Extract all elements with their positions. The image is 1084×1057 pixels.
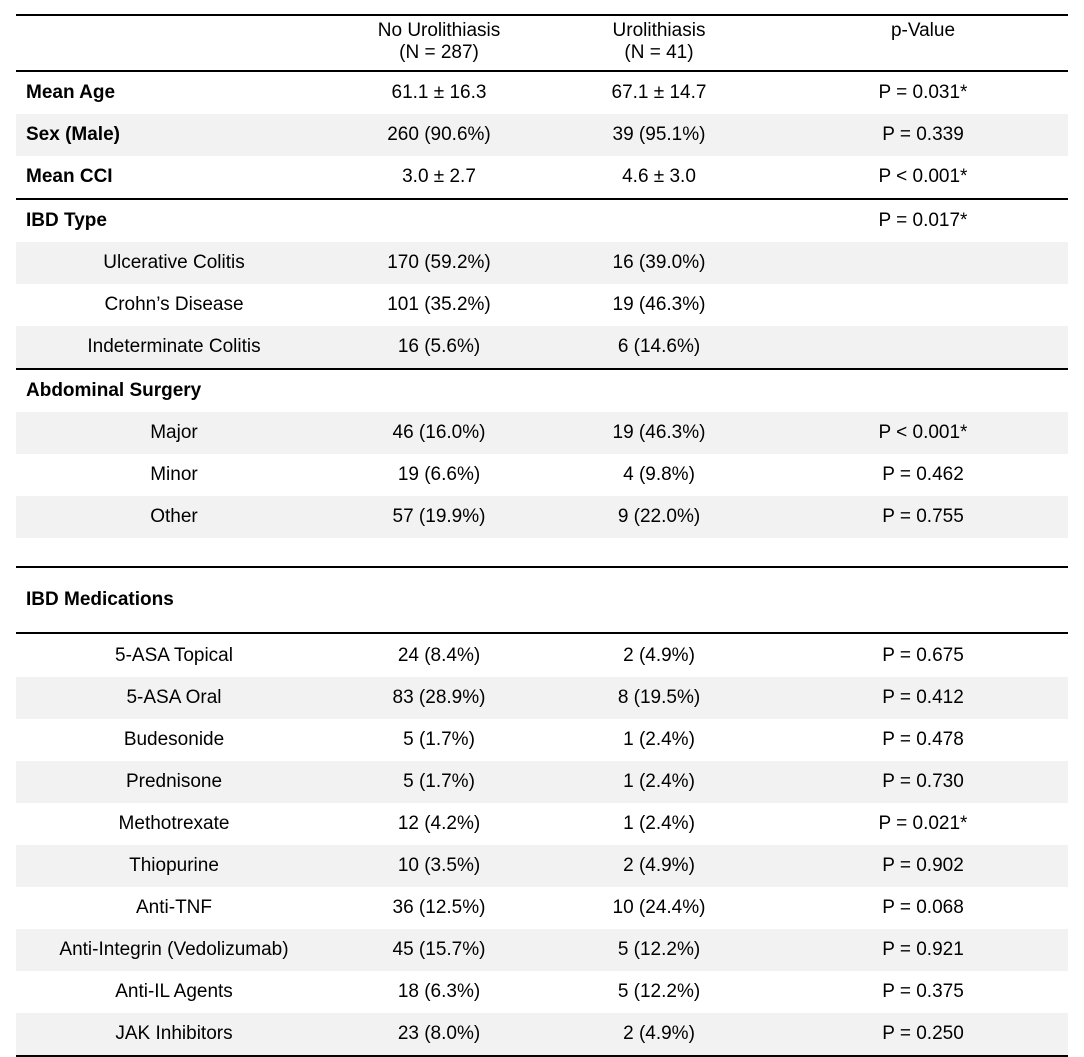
urolithiasis-value: 39 (95.1%) [612,124,706,145]
table-row [16,326,1068,368]
p-value: P = 0.339 [882,124,964,145]
row-label: Indeterminate Colitis [87,336,261,357]
p-value: P = 0.902 [882,855,964,876]
table-row [16,454,1068,496]
header-cell-no-urolithiasis [332,16,546,70]
row-label: Anti-Integrin (Vedolizumab) [59,939,289,960]
header-p-value-title: p-Value [890,20,956,41]
row-label: 5-ASA Topical [115,644,233,666]
p-value [772,370,1074,412]
row-label: Abdominal Surgery [26,380,202,401]
urolithiasis-value: 10 (24.4%) [612,897,706,918]
table-row [16,929,1068,971]
table-row [16,412,1068,454]
no-urolithiasis-value: 12 (4.2%) [397,813,481,834]
table-row [16,370,1068,412]
p-value: P < 0.001* [878,422,968,443]
p-value: P = 0.675 [882,644,964,666]
no-urolithiasis-value: 23 (8.0%) [397,1023,481,1044]
p-value: P = 0.755 [882,506,964,527]
no-urolithiasis-value: 10 (3.5%) [397,855,481,876]
header-row [16,14,1068,72]
table-row [16,568,1068,632]
no-urolithiasis-value [332,200,546,242]
header-no-urolithiasis-n: (N = 287) [399,42,479,63]
table-row [16,971,1068,1013]
no-urolithiasis-value: 16 (5.6%) [397,336,481,357]
no-urolithiasis-value: 57 (19.9%) [392,506,486,527]
table-row [16,284,1068,326]
urolithiasis-value: 1 (2.4%) [623,771,695,792]
header-cell-urolithiasis [546,16,772,70]
row-label: JAK Inhibitors [115,1023,233,1044]
table-row [16,677,1068,719]
urolithiasis-value: 6 (14.6%) [617,336,701,357]
urolithiasis-value: 67.1 ± 14.7 [611,82,707,103]
no-urolithiasis-value: 19 (6.6%) [397,464,481,485]
row-label: Mean CCI [26,166,113,187]
row-label: Sex (Male) [26,124,120,145]
row-label: Anti-IL Agents [115,981,233,1002]
no-urolithiasis-value: 36 (12.5%) [392,897,486,918]
header-cell-label [16,16,332,70]
table-section [16,200,1068,370]
urolithiasis-value: 8 (19.5%) [617,687,701,708]
p-value [772,242,1074,284]
table-row [16,156,1068,198]
table-body [16,72,1068,1057]
table-row [16,242,1068,284]
table-section [16,370,1068,566]
p-value: P < 0.001* [878,166,968,187]
no-urolithiasis-value: 3.0 ± 2.7 [402,166,476,187]
row-label: IBD Type [26,210,107,231]
no-urolithiasis-value [332,568,546,632]
row-label: Budesonide [123,729,225,750]
no-urolithiasis-value: 5 (1.7%) [403,729,475,750]
table-row [16,634,1068,677]
table-row [16,719,1068,761]
no-urolithiasis-value: 46 (16.0%) [392,422,486,443]
urolithiasis-value: 1 (2.4%) [623,729,695,750]
table-section [16,72,1068,200]
no-urolithiasis-value: 18 (6.3%) [397,981,481,1002]
p-value: P = 0.021* [878,813,968,834]
p-value: P = 0.375 [882,981,964,1002]
p-value: P = 0.250 [882,1023,964,1044]
no-urolithiasis-value: 5 (1.7%) [403,771,475,792]
table-section [16,566,1068,634]
no-urolithiasis-value: 83 (28.9%) [392,687,486,708]
row-label: Anti-TNF [136,897,212,918]
table-row [16,887,1068,929]
urolithiasis-value: 19 (46.3%) [612,294,706,315]
p-value: P = 0.462 [882,464,964,485]
urolithiasis-value: 4 (9.8%) [623,464,695,485]
p-value: P = 0.031* [878,82,968,103]
row-label: Mean Age [26,82,116,103]
row-label: Other [150,506,198,527]
urolithiasis-value: 2 (4.9%) [623,644,695,666]
urolithiasis-value: 5 (12.2%) [617,981,701,1002]
p-value: P = 0.730 [882,771,964,792]
table-row [16,114,1068,156]
urolithiasis-value: 9 (22.0%) [617,506,701,527]
table-row [16,200,1068,242]
table-row [16,1013,1068,1055]
row-label: 5-ASA Oral [126,687,222,708]
urolithiasis-value [546,200,772,242]
p-value: P = 0.921 [882,939,964,960]
row-label: IBD Medications [26,589,174,610]
header-urolithiasis-n: (N = 41) [624,42,694,63]
section-spacer [16,538,1068,566]
urolithiasis-value [546,568,772,632]
no-urolithiasis-value: 24 (8.4%) [397,644,481,666]
urolithiasis-value [546,370,772,412]
p-value [772,284,1074,326]
urolithiasis-value: 5 (12.2%) [617,939,701,960]
row-label: Minor [150,464,198,485]
header-cell-p-value [772,16,1074,70]
p-value [772,326,1074,368]
table-section [16,634,1068,1057]
urolithiasis-value: 1 (2.4%) [623,813,695,834]
no-urolithiasis-value: 45 (15.7%) [392,939,486,960]
data-table [16,14,1068,1057]
table-row [16,761,1068,803]
table-row [16,72,1068,114]
no-urolithiasis-value [332,370,546,412]
table-row [16,845,1068,887]
header-urolithiasis-title: Urolithiasis [612,20,706,41]
no-urolithiasis-value: 61.1 ± 16.3 [391,82,487,103]
row-label: Ulcerative Colitis [103,252,245,273]
row-label: Crohn’s Disease [104,294,244,315]
row-label: Prednisone [125,771,223,792]
row-label: Methotrexate [118,813,230,834]
row-label: Thiopurine [129,855,219,876]
p-value: P = 0.412 [882,687,964,708]
urolithiasis-value: 16 (39.0%) [612,252,706,273]
urolithiasis-value: 2 (4.9%) [623,855,695,876]
urolithiasis-value: 4.6 ± 3.0 [622,166,696,187]
row-label: Major [150,422,198,443]
no-urolithiasis-value: 170 (59.2%) [387,252,491,273]
urolithiasis-value: 19 (46.3%) [612,422,706,443]
no-urolithiasis-value: 260 (90.6%) [387,124,491,145]
p-value [772,568,1074,632]
p-value: P = 0.478 [882,729,964,750]
no-urolithiasis-value: 101 (35.2%) [387,294,491,315]
table-row [16,496,1068,538]
table-row [16,803,1068,845]
header-no-urolithiasis-title: No Urolithiasis [377,20,501,41]
urolithiasis-value: 2 (4.9%) [623,1023,695,1044]
p-value: P = 0.068 [882,897,964,918]
p-value: P = 0.017* [878,210,968,231]
